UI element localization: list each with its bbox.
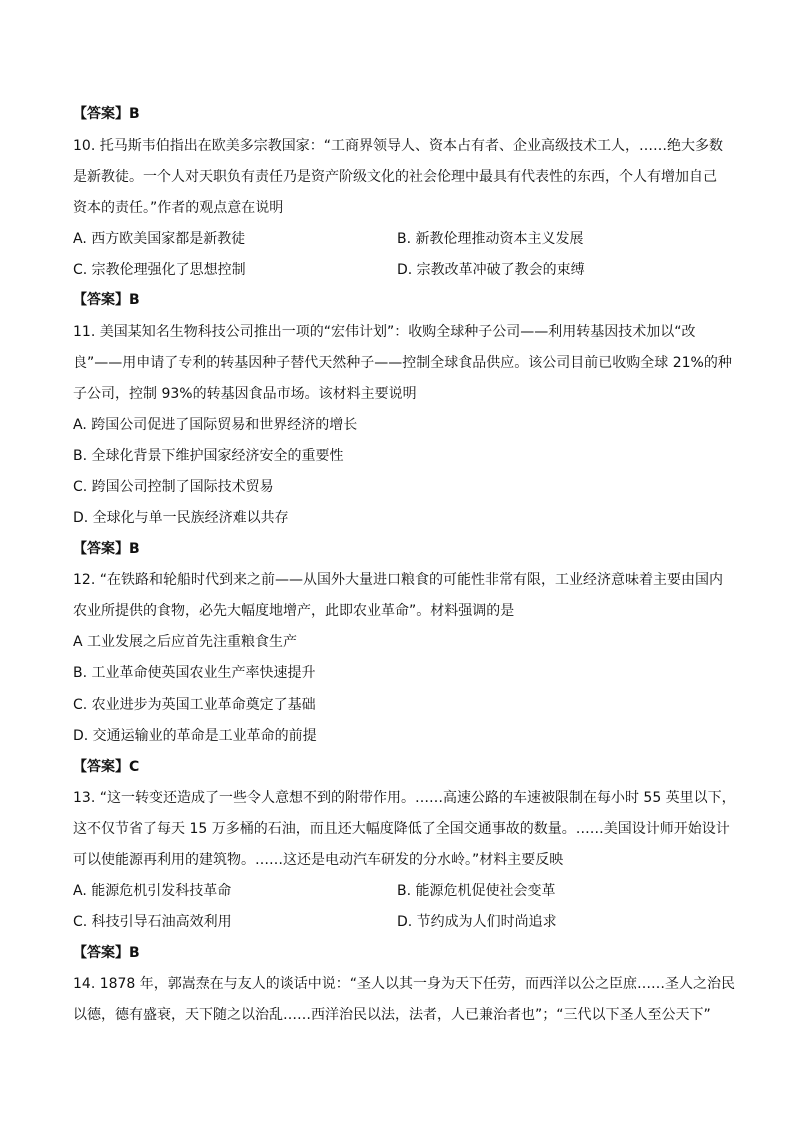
answer-10: 【答案】B xyxy=(73,292,140,308)
q11-stem-line-2: 良”——用申请了专利的转基因种子替代天然种子——控制全球食品供应。该公司目前已收购全球 21%的种 xyxy=(73,355,732,371)
q11-option-d: D. 全球化与单一民族经济难以共存 xyxy=(73,510,289,526)
q11-stem-line-3: 子公司，控制 93%的转基因食品市场。该材料主要说明 xyxy=(73,386,417,402)
q10-option-c: C. 宗教伦理强化了思想控制 xyxy=(73,262,246,278)
q13-stem-line-3: 可以使能源再利用的建筑物。……这还是电动汽车研发的分水岭。”材料主要反映 xyxy=(73,852,564,868)
q10-option-d: D. 宗教改革冲破了教会的束缚 xyxy=(397,262,585,278)
q11-option-c: C. 跨国公司控制了国际技术贸易 xyxy=(73,479,274,495)
q11-option-b: B. 全球化背景下维护国家经济安全的重要性 xyxy=(73,448,344,464)
q13-option-c: C. 科技引导石油高效利用 xyxy=(73,914,232,930)
q12-option-b: B. 工业革命使英国农业生产率快速提升 xyxy=(73,665,316,681)
q10-stem-line-2: 是新教徒。一个人对天职负有责任乃是资产阶级文化的社会伦理中最具有代表性的东西，个人有增加自己 xyxy=(73,169,717,185)
q10-option-b: B. 新教伦理推动资本主义发展 xyxy=(397,231,584,247)
q13-option-d: D. 节约成为人们时尚追求 xyxy=(397,914,557,930)
q13-option-a: A. 能源危机引发科技革命 xyxy=(73,883,232,899)
q12-option-c: C. 农业进步为英国工业革命奠定了基础 xyxy=(73,697,316,713)
answer-11: 【答案】B xyxy=(73,541,140,557)
answer-9: 【答案】B xyxy=(73,106,140,122)
q14-stem-line-2: 以德，德有盛衰，天下随之以治乱……西洋治民以法，法者，人已兼治者也”；“三代以下圣人至公天下” xyxy=(73,1007,711,1023)
q13-stem-line-2: 这不仅节省了每天 15 万多桶的石油，而且还大幅度降低了全国交通事故的数量。……美国设计师开始设计 xyxy=(73,821,730,837)
q11-stem-line-1: 11. 美国某知名生物科技公司推出一项的“宏伟计划”：收购全球种子公司——利用转基因技术加以“改 xyxy=(73,324,696,340)
answer-13: 【答案】B xyxy=(73,945,140,961)
q13-stem-line-1: 13. “这一转变还造成了一些令人意想不到的附带作用。……高速公路的车速被限制在每小时 55 英里以下， xyxy=(73,790,736,806)
q12-option-a: A 工业发展之后应首先注重粮食生产 xyxy=(73,634,298,650)
q12-stem-line-2: 农业所提供的食物，必先大幅度地增产，此即农业革命”。材料强调的是 xyxy=(73,603,515,619)
answer-12: 【答案】C xyxy=(73,759,140,775)
q10-option-a: A. 西方欧美国家都是新教徒 xyxy=(73,231,246,247)
q11-option-a: A. 跨国公司促进了国际贸易和世界经济的增长 xyxy=(73,417,358,433)
q12-option-d: D. 交通运输业的革命是工业革命的前提 xyxy=(73,728,317,744)
q14-stem-line-1: 14. 1878 年，郭嵩焘在与友人的谈话中说：“圣人以其一身为天下任劳，而西洋以公之臣庶……圣人之治民 xyxy=(73,976,736,992)
q12-stem-line-1: 12. “在铁路和轮船时代到来之前——从国外大量进口粮食的可能性非常有限，工业经济意味着主要由国内 xyxy=(73,572,723,588)
q10-stem-line-3: 资本的责任。”作者的观点意在说明 xyxy=(73,200,284,216)
q10-stem-line-1: 10. 托马斯韦伯指出在欧美多宗教国家：“工商界领导人、资本占有者、企业高级技术工人，……绝大多数 xyxy=(73,138,723,154)
q13-option-b: B. 能源危机促使社会变革 xyxy=(397,883,556,899)
